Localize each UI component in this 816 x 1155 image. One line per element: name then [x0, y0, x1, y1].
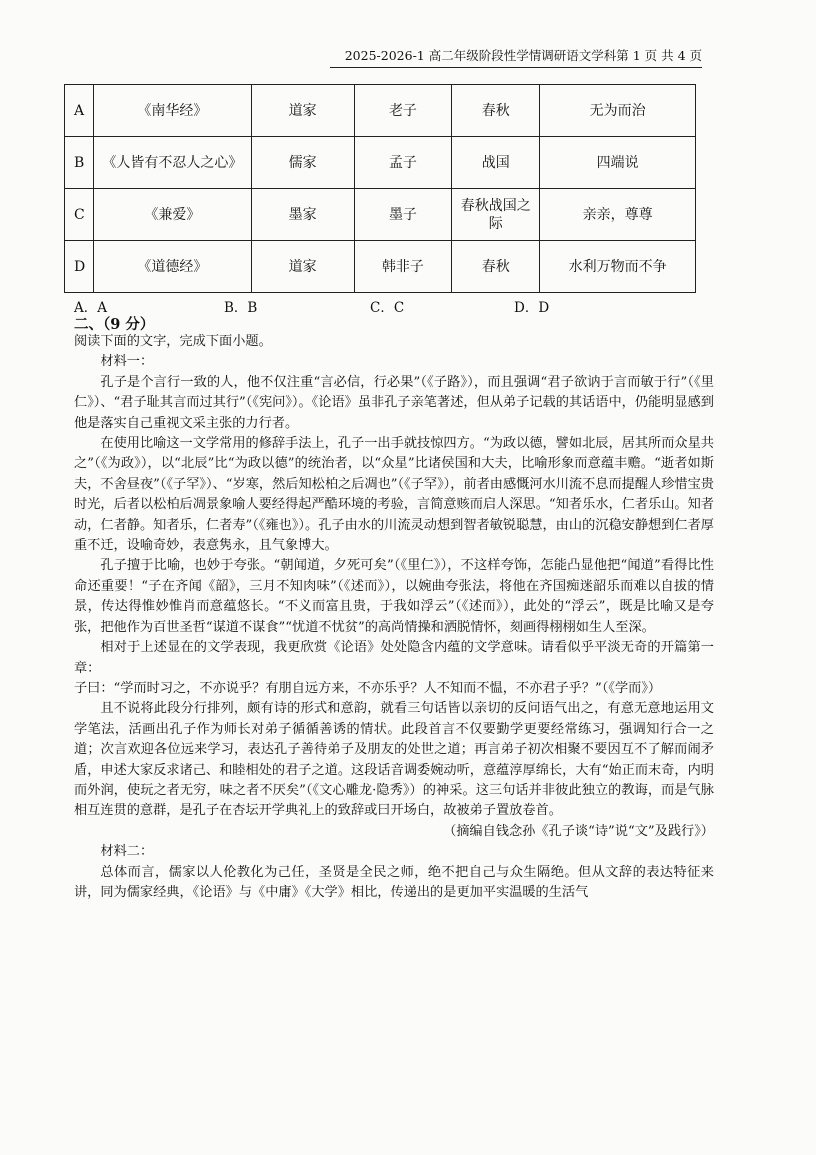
material-1-paragraph: 孔子擅于比喻，也妙于夸张。“朝闻道，夕死可矣”（《里仁》），不这样夸饰，怎能凸显他把“闻道”看得比性命还重要！“子在齐闻《韶》，三月不知肉味”（《述而》），以婉曲夸张法，将他在齐国痴迷韶乐而难以自拔的情景，传达得惟妙惟肖而意蕴悠长。“不义而富且贵，于我如浮云”（《述而》），此处的“浮云”，既是比喻又是夸张，把他作为百世圣哲“谋道不谋食”“忧道不忧贫”的高尚情操和洒脱情怀，刻画得栩栩如生人至深。 [74, 558, 714, 635]
choice-b: B．B [224, 300, 258, 316]
cell-letter: A [65, 85, 94, 137]
material-1-quote: 子曰：“学而时习之，不亦说乎？有朋自远方来，不亦乐乎？人不知而不愠，不亦君子乎？”（《学而》） [74, 680, 662, 696]
table-row [65, 189, 696, 241]
table-row [65, 241, 696, 293]
cell-idea: 四端说 [540, 137, 696, 189]
cell-era: 春秋战国之际 [452, 189, 540, 241]
cell-idea: 无为而治 [540, 85, 696, 137]
cell-era: 春秋 [452, 241, 540, 293]
cell-school: 儒家 [251, 137, 354, 189]
cell-book: 《兼爱》 [93, 189, 251, 241]
answer-choices [74, 296, 674, 314]
cell-letter: C [65, 189, 94, 241]
cell-person: 墨子 [354, 189, 452, 241]
cell-idea: 水利万物而不争 [540, 241, 696, 293]
cell-era: 战国 [452, 137, 540, 189]
cell-letter: D [65, 241, 94, 293]
material-2-paragraph: 总体而言，儒家以人伦教化为己任，圣贤是全民之师，绝不把自己与众生隔绝。但从文辞的表达特征来讲，同为儒家经典，《论语》与《中庸》《大学》相比，传递出的是更加平实温暖的生活气 [74, 864, 714, 900]
cell-person: 韩非子 [354, 241, 452, 293]
table-row [65, 137, 696, 189]
choice-c: C．C [370, 300, 405, 316]
instruction: 阅读下面的文字，完成下面小题。 [74, 334, 272, 349]
options-table [64, 84, 696, 293]
cell-book: 《南华经》 [93, 85, 251, 137]
material-1-paragraph: 在使用比喻这一文学常用的修辞手法上，孔子一出手就技惊四方。“为政以德，譬如北辰，居其所而众星共之”（《为政》），以“北辰”比“为政以德”的统治者，以“众星”比诸侯国和大夫，比喻形象而意蕴丰赡。“逝者如斯夫，不舍昼夜”（《子罕》）、“岁寒，然后知松柏之后凋也”（《子罕》），前者由感慨河水川流不息而提醒人珍惜宝贵时光，后者以松柏后凋景象喻人要经得起严酷环境的考验，言简意赅而启人深思。“知者乐水，仁者乐山。知者动，仁者静。知者乐，仁者寿”（《雍也》）。孔子由水的川流灵动想到智者敏锐聪慧，由山的沉稳安静想到仁者厚重不迁，设喻奇妙，表意隽永，且气象博大。 [74, 436, 714, 554]
cell-book: 《人皆有不忍人之心》 [93, 137, 251, 189]
material-2-title: 材料二： [100, 844, 154, 860]
page-header: 2025-2026-1 高二年级阶段性学情调研语文学科第 1 页 共 4 页 [330, 46, 702, 68]
material-1-source: （摘编自钱念孙《孔子谈“诗”说“文”及践行》） [443, 823, 714, 839]
cell-letter: B [65, 137, 94, 189]
material-1-title: 材料一： [100, 354, 154, 370]
material-1-paragraph: 且不说将此段分行排列，颇有诗的形式和意韵，就看三句话皆以亲切的反问语气出之，有意无意地运用文学笔法，活画出孔子作为师长对弟子循循善诱的情状。此段首言不仅要勤学更要经常练习，强调知行合一之道；次言欢迎各位远来学习，表达孔子善待弟子及朋友的处世之道；再言弟子初次相聚不要因互不了解而闹矛盾，申述大家反求诸己、和睦相处的君子之道。这段话音调委婉动听，意蕴淳厚绵长，大有“始正而末奇，内明而外润，使玩之者无穷，味之者不厌矣”（《文心雕龙·隐秀》）的神采。这三句话并非彼此独立的教诲，而是气脉相互连贯的意群，是孔子在杏坛开学典礼上的致辞或曰开场白，故被弟子置放卷首。 [74, 701, 714, 819]
cell-person: 老子 [354, 85, 452, 137]
cell-idea: 亲亲，尊尊 [540, 189, 696, 241]
cell-school: 道家 [251, 241, 354, 293]
section-title: 二、（9 分） [74, 316, 155, 333]
table-row [65, 85, 696, 137]
choice-d: D．D [514, 300, 550, 316]
cell-school: 道家 [251, 85, 354, 137]
cell-school: 墨家 [251, 189, 354, 241]
reading-passage [74, 332, 714, 903]
choice-a: A．A [74, 300, 107, 316]
cell-era: 春秋 [452, 85, 540, 137]
material-1-paragraph: 孔子是个言行一致的人，他不仅注重“言必信，行必果”（《子路》），而且强调“君子欲讷于言而敏于行”（《里仁》）、“君子耻其言而过其行”（《宪问》）。《论语》虽非孔子亲笔著述，但从弟子记载的其话语中，仍能明显感到他是落实自己重视文采主张的力行者。 [74, 374, 714, 431]
material-1-paragraph: 相对于上述显在的文学表现，我更欣赏《论语》处处隐含内蕴的文学意味。请看似乎平淡无奇的开篇第一章： [74, 640, 714, 676]
cell-book: 《道德经》 [93, 241, 251, 293]
cell-person: 孟子 [354, 137, 452, 189]
